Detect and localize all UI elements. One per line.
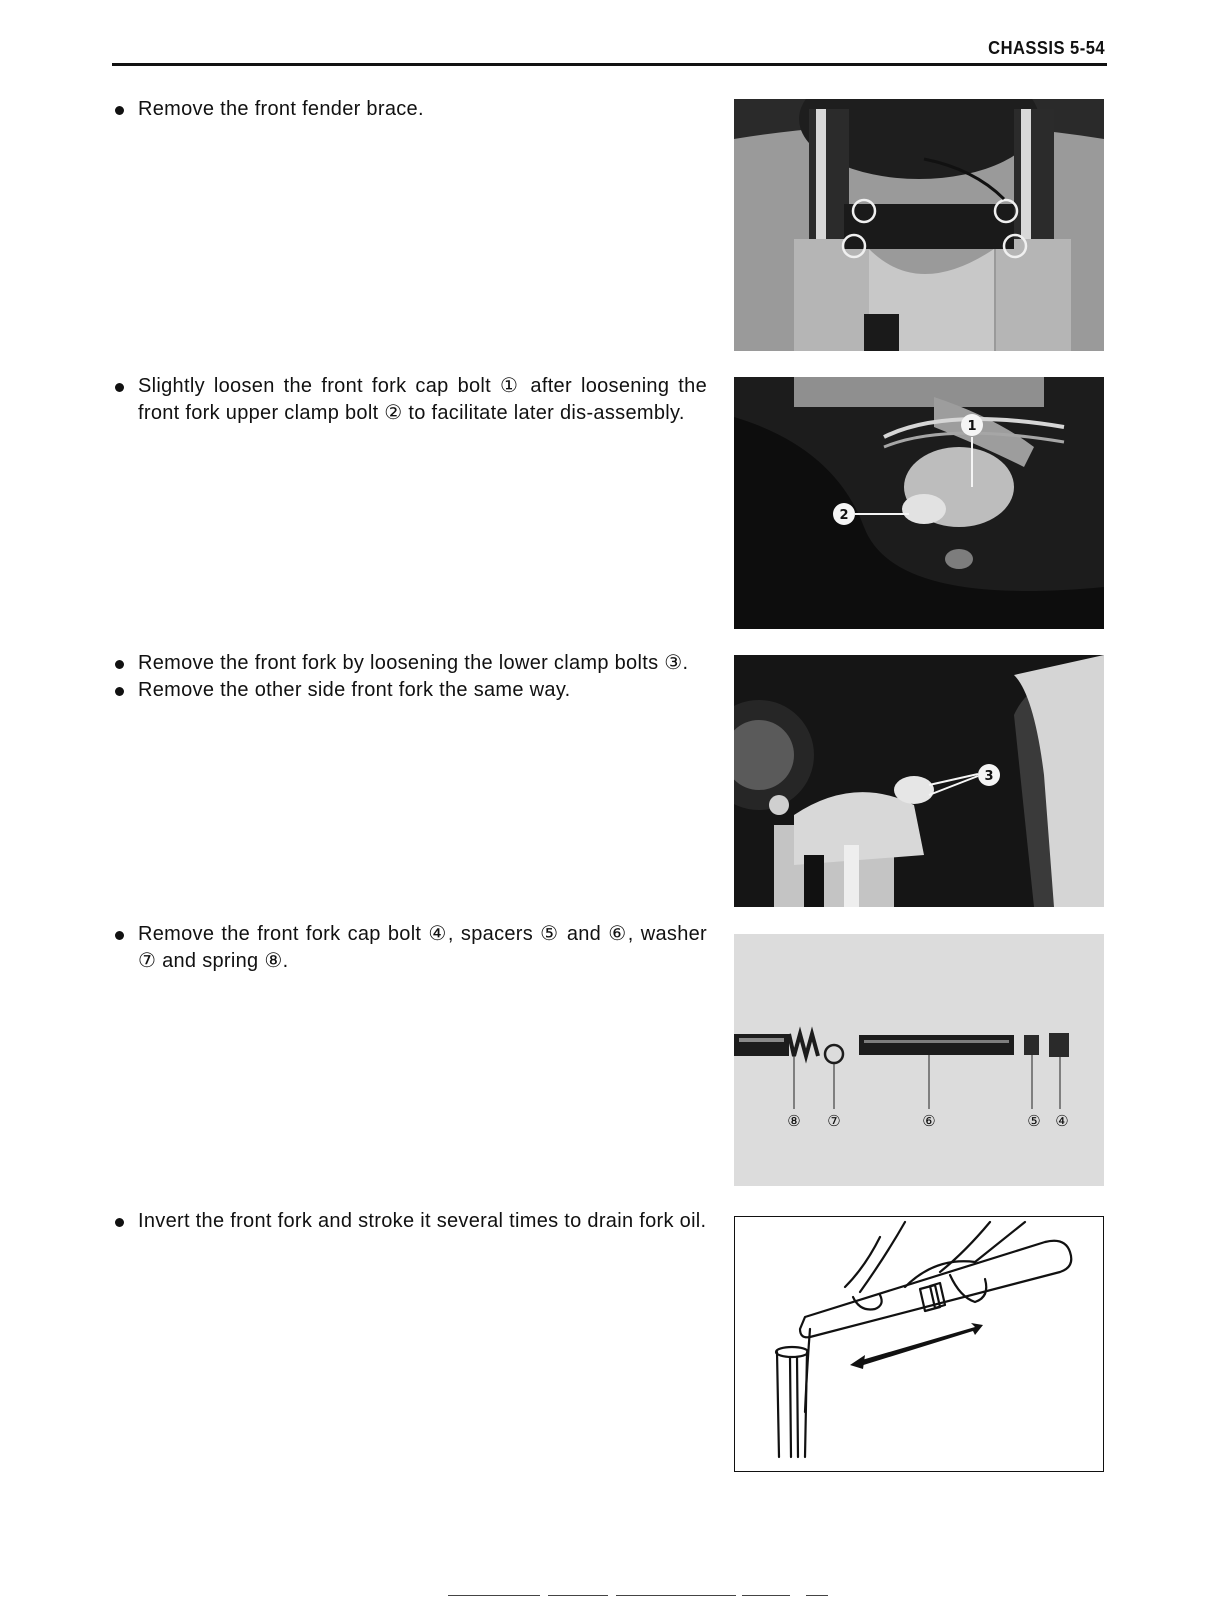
bullet-icon bbox=[115, 383, 124, 392]
step-3-text bbox=[115, 650, 707, 704]
step-3-line-1: Remove the front fork by loosening the lower clamp bolts ③. bbox=[115, 650, 707, 677]
bullet-icon bbox=[115, 660, 124, 669]
step-2-line-1: Slightly loosen the front fork cap bolt ① after loosening the front fork upper clamp bolt ② to facilitate later dis-assembly. bbox=[115, 373, 707, 427]
step-4-text bbox=[115, 921, 707, 975]
fork-components-photo-svg bbox=[734, 934, 1104, 1186]
bullet-icon bbox=[115, 1218, 124, 1227]
illustration-drain-fork-oil bbox=[734, 1216, 1104, 1472]
callout-2: 2 bbox=[839, 508, 849, 523]
bullet-icon bbox=[115, 106, 124, 115]
footer-rule-3 bbox=[616, 1595, 736, 1596]
callout-6: ⑥ bbox=[922, 1112, 936, 1130]
lower-clamp-photo-svg bbox=[734, 655, 1104, 907]
photo-lower-clamp-bolts bbox=[734, 655, 1104, 907]
step-1-text bbox=[115, 96, 707, 123]
step-5-line-1: Invert the front fork and stroke it several times to drain fork oil. bbox=[115, 1208, 707, 1235]
callout-3: 3 bbox=[984, 769, 994, 784]
callout-5: ⑤ bbox=[1027, 1112, 1041, 1130]
fender-brace-photo-svg bbox=[734, 99, 1104, 351]
photo-fork-cap-bolt bbox=[734, 377, 1104, 629]
page-header-title: CHASSIS 5-54 bbox=[988, 38, 1105, 58]
footer-rule-2 bbox=[548, 1595, 608, 1596]
fork-cap-bolt-photo-svg bbox=[734, 377, 1104, 629]
header-rule bbox=[112, 63, 1107, 66]
bullet-icon bbox=[115, 687, 124, 696]
step-1-line-1: Remove the front fender brace. bbox=[115, 96, 707, 123]
footer-rule-4 bbox=[742, 1595, 790, 1596]
footer-rule-5 bbox=[806, 1595, 828, 1596]
step-3-line-2: Remove the other side front fork the same way. bbox=[115, 677, 707, 704]
bullet-icon bbox=[115, 931, 124, 940]
photo-fork-components bbox=[734, 934, 1104, 1186]
step-2-text bbox=[115, 373, 707, 427]
drain-oil-illustration-svg bbox=[735, 1217, 1103, 1471]
step-4-line-1: Remove the front fork cap bolt ④, spacers ⑤ and ⑥, washer ⑦ and spring ⑧. bbox=[115, 921, 707, 975]
callout-1: 1 bbox=[967, 419, 977, 434]
step-5-text bbox=[115, 1208, 707, 1235]
callout-4: ④ bbox=[1055, 1112, 1069, 1130]
callout-8: ⑧ bbox=[787, 1112, 801, 1130]
footer-rule-1 bbox=[448, 1595, 540, 1596]
callout-7: ⑦ bbox=[827, 1112, 841, 1130]
photo-fender-brace bbox=[734, 99, 1104, 351]
